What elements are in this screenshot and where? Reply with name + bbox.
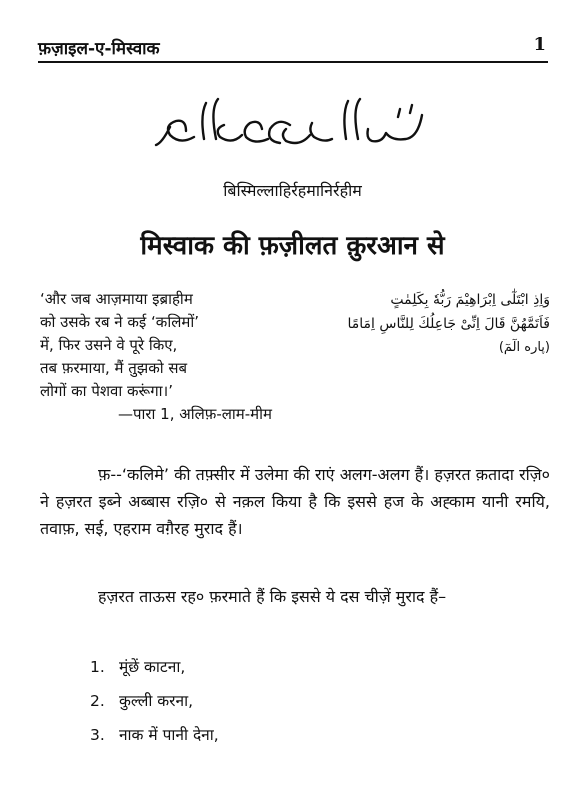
list-number: 1. [90, 658, 105, 676]
list-text: कुल्ली करना, [118, 692, 194, 710]
commentary-text: फ़--‘कलिमे’ की तफ़्सीर में उलेमा की राएं अलग-अलग हैं। हज़रत क़तादा रज़ि० ने हज़रत इब्ने अब्बास रज़ि० से नक़ल किया है कि इससे हज के अह्काम यानी रमयि, तवाफ़, सई, एहराम वग़ैरह मुराद हैं। [40, 465, 550, 538]
chapter-title: मिस्वाक की फ़ज़ीलत क़ुरआन से [140, 231, 445, 261]
list-item [90, 684, 219, 718]
header-rule [38, 61, 548, 63]
numbered-list [90, 650, 219, 752]
list-number: 3. [90, 726, 105, 744]
basmala-transliteration: बिस्मिल्लाहिर्रहमानिर्रहीम [223, 181, 362, 200]
list-number: 2. [90, 692, 105, 710]
arabic-verse-line: فَاَتَمَّهُنَّ قَالَ اِنِّیْ جَاعِلُكَ لِلنَّاسِ اِمَامًا [347, 316, 550, 332]
arabic-verse [300, 288, 550, 378]
commentary-paragraph [40, 461, 550, 542]
commentary-text: हज़रत ताऊस रह० फ़रमाते हैं कि इससे ये दस चीज़ें मुराद हैं– [98, 587, 447, 606]
page-number: 1 [533, 34, 546, 55]
list-item [90, 650, 219, 684]
book-title: फ़ज़ाइल-ए-मिस्वाक [38, 39, 160, 59]
list-text: मूंछें काटना, [118, 658, 186, 676]
basmala-calligraphy [150, 95, 435, 153]
commentary-paragraph [40, 583, 550, 610]
page-header [38, 34, 548, 64]
translation-line: ‘और जब आज़माया इब्राहीम [40, 290, 193, 308]
verse-translation [40, 288, 280, 426]
verse-reference: —पारा 1, अलिफ़-लाम-मीम [117, 405, 272, 423]
arabic-verse-line: وَاِذِ ابْتَلٰٓی اِبْرَاهِیْمَ رَبُّهٗ بِكَلِمٰتٍ [390, 292, 550, 308]
translation-line: लोगों का पेशवा करूंगा।’ [40, 382, 173, 400]
translation-line: तब फ़रमाया, मैं तुझको सब [40, 359, 188, 377]
translation-line: को उसके रब ने कई ‘कलिमों’ [40, 313, 200, 331]
list-item [90, 718, 219, 752]
translation-line: में, फिर उसने वे पूरे किए, [40, 336, 178, 354]
basmala-calligraphy-drawing [150, 95, 435, 153]
list-text: नाक में पानी देना, [118, 726, 219, 744]
arabic-verse-reference: (پاره الٓمٓ) [498, 340, 550, 355]
